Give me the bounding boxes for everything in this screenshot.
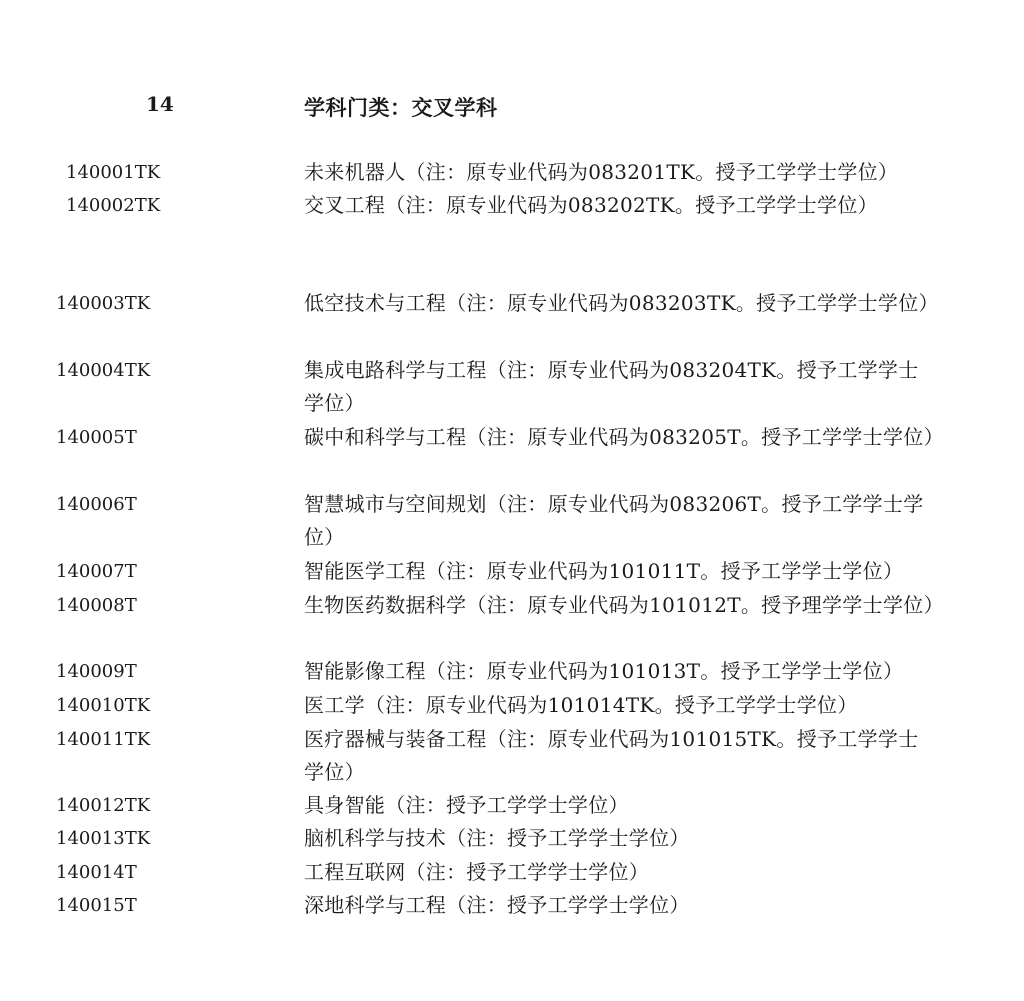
- major-name: 低空技术与工程（注：原专业代码为083203TK。授予工学学士学位）: [304, 291, 939, 315]
- major-name: 生物医药数据科学（注：原专业代码为101012T。授予理学学士学位）: [304, 593, 944, 617]
- category-code: 14: [146, 92, 174, 116]
- major-code: 140010TK: [56, 695, 151, 716]
- major-name: 具身智能（注：授予工学学士学位）: [304, 793, 629, 817]
- major-code: 140004TK: [56, 360, 151, 381]
- major-code: 140009T: [56, 661, 137, 682]
- major-name: 智能影像工程（注：原专业代码为101013T。授予工学学士学位）: [304, 659, 904, 683]
- major-name: 脑机科学与技术（注：授予工学学士学位）: [304, 826, 690, 850]
- major-name: 智慧城市与空间规划（注：原专业代码为083206T。授予工学学士学位）: [304, 492, 924, 549]
- category-title: 学科门类：交叉学科: [304, 95, 498, 120]
- major-code: 140007T: [56, 561, 137, 582]
- category-header: [0, 92, 1024, 122]
- major-name: 碳中和科学与工程（注：原专业代码为083205T。授予工学学士学位）: [304, 425, 944, 449]
- major-code: 140006T: [56, 494, 137, 515]
- major-name: 集成电路科学与工程（注：原专业代码为083204TK。授予工学学士学位）: [304, 358, 919, 415]
- major-name: 工程互联网（注：授予工学学士学位）: [304, 860, 650, 884]
- major-code: 140001TK: [66, 162, 161, 183]
- major-code: 140015T: [56, 895, 137, 916]
- major-code: 140003TK: [56, 293, 151, 314]
- major-name: 未来机器人（注：原专业代码为083201TK。授予工学学士学位）: [304, 160, 899, 184]
- major-code: 140002TK: [66, 195, 161, 216]
- major-code: 140012TK: [56, 795, 151, 816]
- major-code: 140013TK: [56, 828, 151, 849]
- major-code: 140014T: [56, 862, 137, 883]
- major-name: 交叉工程（注：原专业代码为083202TK。授予工学学士学位）: [304, 193, 878, 217]
- major-code: 140008T: [56, 595, 137, 616]
- major-code: 140005T: [56, 427, 137, 448]
- major-code: 140011TK: [56, 729, 151, 750]
- major-name: 医疗器械与装备工程（注：原专业代码为101015TK。授予工学学士学位）: [304, 727, 919, 784]
- major-name: 智能医学工程（注：原专业代码为101011T。授予工学学士学位）: [304, 559, 904, 583]
- major-name: 医工学（注：原专业代码为101014TK。授予工学学士学位）: [304, 693, 858, 717]
- major-name: 深地科学与工程（注：授予工学学士学位）: [304, 893, 690, 917]
